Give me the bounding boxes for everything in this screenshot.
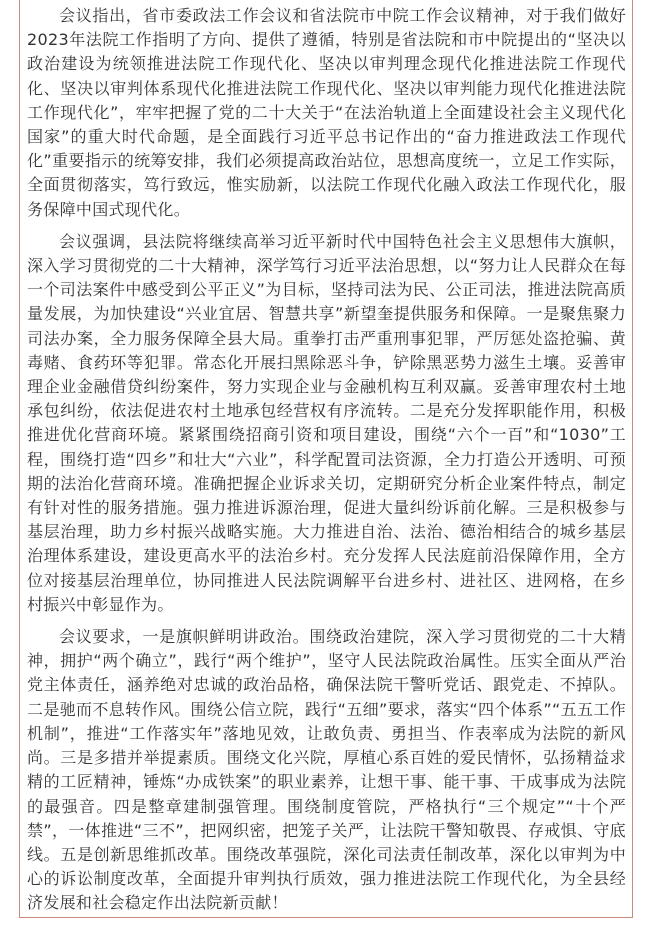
paragraph-spacer xyxy=(27,617,626,625)
article-body xyxy=(27,4,626,916)
paragraph-meeting-pointed-out: 会议指出，省市委政法工作会议和省法院市中院工作会议精神，对于我们做好2023年法院工作指明了方向、提供了遵循，特别是省法院和市中院提出的“坚决以政治建设为统领推进法院工作现代化、坚决以审判理念现代化推进法院工作现代化、坚决以审判体系现代化推进法院工作现代化、坚决以审判能力现代化推进法院工作现代化”，牢牢把握了党的二十大关于“在法治轨道上全面建设社会主义现代化国家”的重大时代命题，是全面践行习近平总书记作出的“奋力推进政法工作现代化”重要指示的统筹安排，我们必须提高政治站位，思想高度统一，立足工作实际，全面贯彻落实，笃行致远，惟实励新，以法院工作现代化融入政法工作现代化，服务保障中国式现代化。 xyxy=(27,6,626,219)
paragraph-spacer xyxy=(27,222,626,230)
paragraph-meeting-emphasized: 会议强调，县法院将继续高举习近平新时代中国特色社会主义思想伟大旗帜，深入学习贯彻党的二十大精神，深学笃行习近平法治思想，以“努力让人民群众在每一个司法案件中感受到公平正义”为目标，坚持司法为民、公正司法，推进法院高质量发展，为加快建设“兴业宜居、智慧共享”新望奎提供服务和保障。一是聚焦聚力司法办案，全力服务保障全县大局。重拳打击严重刑事犯罪，严厉惩处盗抢骗、黄毒赌、食药环等犯罪。常态化开展扫黑除恶斗争，铲除黑恶势力滋生土壤。妥善审理企业金融借贷纠纷案件，努力实现企业与金融机构互利双赢。妥善审理农村土地承包纠纷，依法促进农村土地承包经营权有序流转。二是充分发挥职能作用，积极推进优化营商环境。紧紧围绕招商引资和项目建设，围绕“六个一百”和“1030”工程，围绕打造“四乡”和壮大“六业”，科学配置司法资源，全力打造公开透明、可预期的法治化营商环境。准确把握企业诉求关切，定期研究分析企业案件特点，制定有针对性的服务措施。强力推进诉源治理，促进大量纠纷诉前化解。三是积极参与基层治理，助力乡村振兴战略实施。大力推进自治、法治、德治相结合的城乡基层治理体系建设，建设更高水平的法治乡村。充分发挥人民法庭前沿保障作用，全方位对接基层治理单位，协同推进人民法院调解平台进乡村、进社区、进网格，在乡村振兴中彰显作为。 xyxy=(27,231,626,614)
paragraph-meeting-required: 会议要求，一是旗帜鲜明讲政治。围绕政治建院，深入学习贯彻党的二十大精神，拥护“两个确立”，践行“两个维护”，坚守人民法院政治属性。压实全面从严治党主体责任，涵养绝对忠诚的政治品格，确保法院干警听党话、跟党走、不掉队。二是驰而不息转作风。围绕公信立院，践行“五细”要求，落实“四个体系”“五五工作机制”，推进“工作落实年”落地见效，让敢负责、勇担当、作表率成为法院的新风尚。三是多措并举提素质。围绕文化兴院，厚植心系百姓的爱民情怀，弘扬精益求精的工匠精神，锤炼“办成铁案”的职业素养，让想干事、能干事、干成事成为法院的最强音。四是整章建制强管理。围绕制度管院，严格执行“三个规定”“十个严禁”，一体推进“三不”，把网织密，把笼子关严，让法院干警知敬畏、存戒惧、守底线。五是创新思维抓改革。围绕改革强院，深化司法责任制改革，深化以审判为中心的诉讼制度改革，全面提升审判执行质效，强力推进法院工作现代化，为全县经济发展和社会稳定作出法院新贡献！ xyxy=(27,627,626,913)
